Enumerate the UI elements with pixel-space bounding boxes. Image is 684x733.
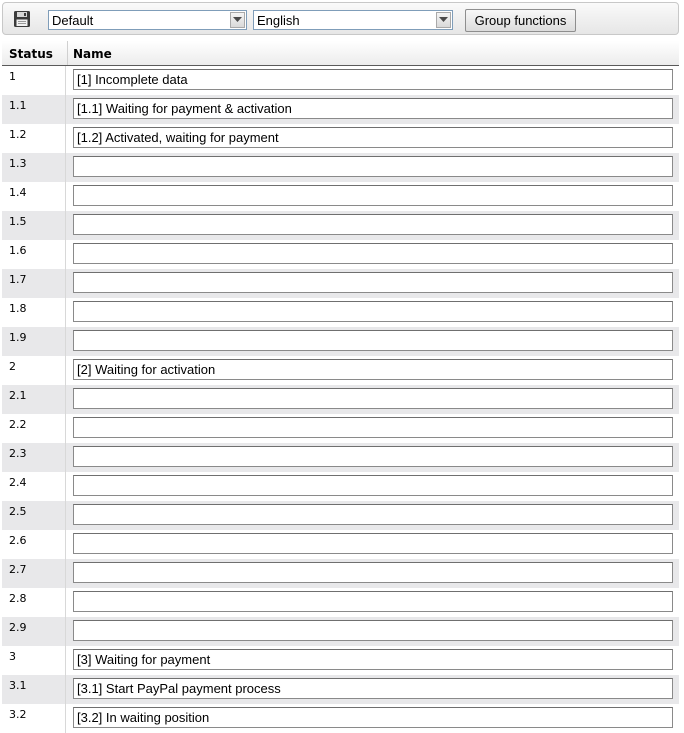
status-name-input[interactable]: [73, 243, 673, 264]
table-row: [2, 675, 679, 704]
table-row: [2, 182, 679, 211]
status-cell: [2, 646, 66, 675]
status-cell: [2, 269, 66, 298]
table-row: [2, 588, 679, 617]
status-cell: [2, 559, 66, 588]
status-name-input[interactable]: [73, 330, 673, 351]
status-name-input[interactable]: [73, 156, 673, 177]
status-code: 2.8: [9, 592, 27, 605]
status-name-input[interactable]: [73, 504, 673, 525]
toolbar: [2, 2, 679, 35]
status-cell: [2, 153, 66, 182]
status-cell: [2, 327, 66, 356]
status-cell: [2, 414, 66, 443]
table-row: [2, 646, 679, 675]
status-name-input[interactable]: [73, 69, 673, 90]
language-select-value: English: [257, 13, 300, 28]
status-code: 2.4: [9, 476, 27, 489]
status-cell: [2, 472, 66, 501]
table-row: [2, 501, 679, 530]
table-row: [2, 211, 679, 240]
status-name-input[interactable]: [73, 649, 673, 670]
status-name-input[interactable]: [73, 562, 673, 583]
status-name-input[interactable]: [73, 98, 673, 119]
status-name-input[interactable]: [73, 417, 673, 438]
status-cell: [2, 240, 66, 269]
status-cell: [2, 501, 66, 530]
status-name-input[interactable]: [73, 301, 673, 322]
table-row: [2, 66, 679, 95]
status-cell: [2, 588, 66, 617]
table-row: [2, 240, 679, 269]
status-table: [2, 66, 679, 733]
table-row: [2, 327, 679, 356]
status-code: 2.7: [9, 563, 27, 576]
table-row: [2, 530, 679, 559]
status-cell: [2, 211, 66, 240]
status-cell: [2, 704, 66, 733]
status-code: 2.3: [9, 447, 27, 460]
save-button[interactable]: [11, 9, 33, 29]
status-name-input[interactable]: [73, 272, 673, 293]
status-cell: [2, 66, 66, 95]
status-name-input[interactable]: [73, 185, 673, 206]
status-column-header: Status: [9, 47, 53, 61]
status-code: 3.1: [9, 679, 27, 692]
status-name-input[interactable]: [73, 446, 673, 467]
status-code: 2: [9, 360, 16, 373]
table-row: [2, 617, 679, 646]
status-code: 1.5: [9, 215, 27, 228]
column-divider: [67, 41, 68, 65]
status-code: 2.5: [9, 505, 27, 518]
status-code: 1.7: [9, 273, 27, 286]
status-code: 2.1: [9, 389, 27, 402]
status-name-input[interactable]: [73, 591, 673, 612]
table-row: [2, 95, 679, 124]
status-code: 1.8: [9, 302, 27, 315]
status-code: 1.9: [9, 331, 27, 344]
status-code: 2.2: [9, 418, 27, 431]
floppy-disk-icon: [13, 10, 31, 28]
status-cell: [2, 385, 66, 414]
status-cell: [2, 356, 66, 385]
template-select[interactable]: [48, 10, 247, 30]
name-column-header: Name: [73, 47, 112, 61]
status-name-input[interactable]: [73, 620, 673, 641]
status-name-input[interactable]: [73, 533, 673, 554]
status-code: 3.2: [9, 708, 27, 721]
table-row: [2, 443, 679, 472]
status-cell: [2, 530, 66, 559]
table-row: [2, 124, 679, 153]
status-name-input[interactable]: [73, 678, 673, 699]
status-name-input[interactable]: [73, 475, 673, 496]
status-code: 3: [9, 650, 16, 663]
table-row: [2, 153, 679, 182]
table-row: [2, 298, 679, 327]
status-cell: [2, 95, 66, 124]
status-code: 1.3: [9, 157, 27, 170]
status-code: 1.1: [9, 99, 27, 112]
status-code: 1.4: [9, 186, 27, 199]
template-select-value: Default: [52, 13, 94, 28]
status-name-input[interactable]: [73, 359, 673, 380]
table-row: [2, 356, 679, 385]
table-row: [2, 269, 679, 298]
status-code: 1: [9, 70, 16, 83]
table-row: [2, 472, 679, 501]
table-header: [2, 41, 679, 66]
table-row: [2, 414, 679, 443]
status-code: 2.9: [9, 621, 27, 634]
status-name-input[interactable]: [73, 127, 673, 148]
status-name-input[interactable]: [73, 707, 673, 728]
status-cell: [2, 298, 66, 327]
group-functions-button[interactable]: Group functions: [465, 9, 576, 32]
status-cell: [2, 617, 66, 646]
status-code: 1.6: [9, 244, 27, 257]
language-select[interactable]: [253, 10, 453, 30]
status-cell: [2, 675, 66, 704]
status-name-input[interactable]: [73, 214, 673, 235]
status-code: 2.6: [9, 534, 27, 547]
status-cell: [2, 182, 66, 211]
table-row: [2, 385, 679, 414]
status-cell: [2, 443, 66, 472]
status-name-input[interactable]: [73, 388, 673, 409]
table-row: [2, 559, 679, 588]
chevron-down-icon[interactable]: [436, 12, 451, 28]
chevron-down-icon[interactable]: [230, 12, 245, 28]
status-code: 1.2: [9, 128, 27, 141]
status-cell: [2, 124, 66, 153]
table-row: [2, 704, 679, 733]
